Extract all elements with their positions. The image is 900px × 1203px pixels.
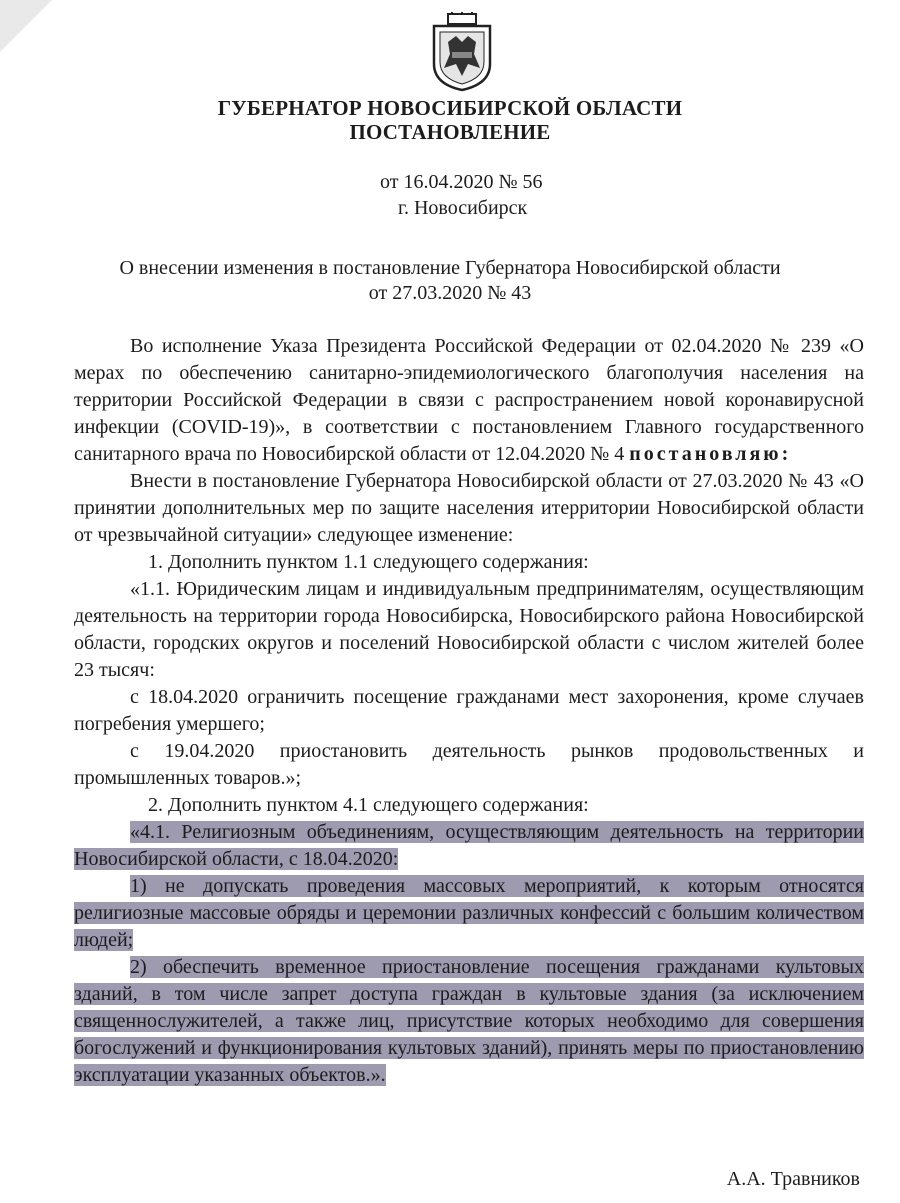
document-date-number: от 16.04.2020 № 56	[380, 171, 543, 193]
item-4-1-highlight: «4.1. Религиозным объединениям, осуществляющим деятельность на территории Новосибирской области, с 18.04.2020:	[74, 821, 864, 870]
item-4-1-1-paragraph	[74, 873, 864, 954]
authority-title: ГУБЕРНАТОР НОВОСИБИРСКОЙ ОБЛАСТИ	[217, 96, 683, 120]
item-2-title: 2. Дополнить пунктом 4.1 следующего содержания:	[148, 794, 589, 816]
signature-name: А.А. Травников	[726, 1168, 860, 1190]
item-1-b-paragraph: с 19.04.2020 приостановить деятельность рынков продовольственных и промышленных товаров.»;	[74, 740, 864, 789]
item-1-1-paragraph: «1.1. Юридическим лицам и индивидуальным предпринимателям, осуществляющим деятельность на территории города Новосибирска, Новосибирского района Новосибирской области, городских округов и поселений Новосибирской области с числом жителей более 23 тысяч:	[74, 578, 864, 681]
decision-colon: :	[781, 443, 789, 465]
preamble-text: Во исполнение Указа Президента Российской Федерации от 02.04.2020 № 239 «О мерах по обеспечению санитарно-эпидемиологического благополучия населения на территории Российской Федерации в связи с распространением новой коронавирусной инфекции (COVID-19)», в соответствии с постановлением Главного государственного санитарного врача по Новосибирской области от 12.04.2020 № 4	[74, 335, 864, 465]
item-1-title: 1. Дополнить пунктом 1.1 следующего содержания:	[148, 551, 589, 573]
coat-of-arms-icon	[428, 12, 496, 92]
preamble-paragraph	[74, 333, 864, 468]
item-4-1-1-highlight: 1) не допускать проведения массовых мероприятий, к которым относятся религиозные массовые обряды и церемонии различных конфессий с большим количеством людей;	[74, 875, 864, 951]
folded-corner	[0, 0, 52, 52]
intro-paragraph: Внести в постановление Губернатора Новосибирской области от 27.03.2020 № 43 «О принятии дополнительных мер по защите населения итерритории Новосибирской области от чрезвычайной ситуации» следующее изменение:	[74, 470, 864, 546]
document-city: г. Новосибирск	[398, 197, 528, 219]
item-4-1-2-highlight: 2) обеспечить временное приостановление посещения гражданами культовых зданий, в том числе запрет доступа граждан в культовые здания (за исключением священнослужителей, а также лиц, присутствие которых необходимо для совершения богослужений и функционирования культовых зданий), принять меры по приостановлению эксплуатации указанных объектов.».	[74, 956, 864, 1086]
document-type-title: ПОСТАНОВЛЕНИЕ	[349, 120, 551, 144]
subject-line-1: О внесении изменения в постановление Губернатора Новосибирской области	[119, 257, 781, 279]
item-1-a-paragraph: с 18.04.2020 ограничить посещение гражданами мест захоронения, кроме случаев погребения умершего;	[74, 686, 864, 735]
item-4-1-2-paragraph	[74, 954, 864, 1089]
item-4-1-paragraph	[74, 819, 864, 873]
subject-line-2: от 27.03.2020 № 43	[368, 282, 532, 304]
decision-keyword: постановляю	[629, 443, 782, 465]
